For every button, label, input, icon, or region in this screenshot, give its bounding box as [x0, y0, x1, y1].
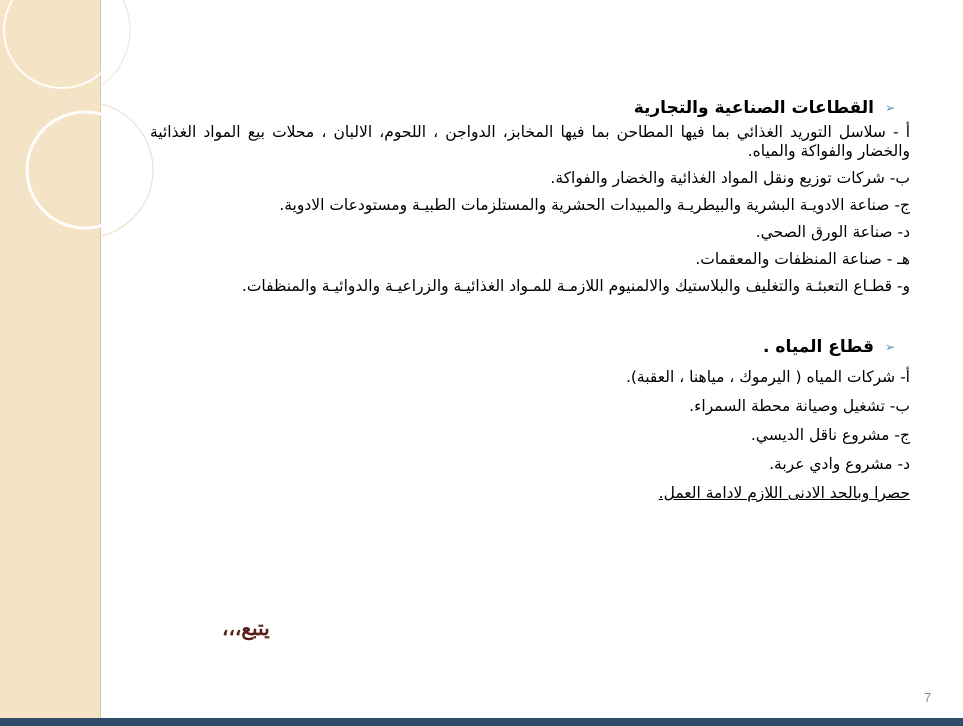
- continued-label: يتبع،،،: [222, 616, 270, 640]
- arrow-bullet-icon: ➢: [884, 339, 896, 354]
- list-item: ج- مشروع ناقل الديسي.: [750, 426, 910, 444]
- note-text: حصرا وبالحد الادنى اللازم لادامة العمل.: [658, 484, 910, 502]
- section-heading-water: [150, 334, 910, 360]
- list-item: هـ - صناعة المنظفات والمعقمات.: [695, 250, 910, 268]
- list-item: د- مشروع وادي عربة.: [769, 455, 910, 473]
- list-item: د- صناعة الورق الصحي.: [755, 223, 910, 241]
- heading-text: قطاع المياه .: [763, 336, 874, 357]
- heading-text: القطاعات الصناعية والتجارية: [633, 97, 874, 118]
- slide-content: [150, 95, 910, 503]
- list-item: ج- صناعة الادويـة البشرية والبيطريـة والمبيدات الحشرية والمستلزمات الطبيـة ومستودعات الادوية.: [279, 196, 910, 214]
- section-heading-industrial: [150, 95, 910, 121]
- decorative-rings-icon: [0, 0, 170, 260]
- list-item: ب- تشغيل وصيانة محطة السمراء.: [689, 397, 910, 415]
- page-number: 7: [924, 690, 932, 705]
- list-item: ب- شركات توزيع ونقل المواد الغذائية والخضار والفواكة.: [550, 169, 910, 187]
- arrow-bullet-icon: ➢: [884, 100, 896, 115]
- list-item: و- قطـاع التعبئـة والتغليف والبلاستيك والالمنيوم اللازمـة للمـواد الغذائيـة والزراعيـة والدوائيـة والمنظفات.: [241, 277, 910, 295]
- list-item: أ- شركات المياه ( اليرموك ، مياهنا ، العقبة).: [625, 368, 910, 386]
- bottom-bar: [0, 718, 963, 726]
- list-item: أ - سلاسل التوريد الغذائي بما فيها المطاحن بما فيها المخابز، الدواجن ، اللحوم، الالبان ، محلات بيع المواد الغذائية والخضار والفواكة والمياه.: [150, 123, 910, 160]
